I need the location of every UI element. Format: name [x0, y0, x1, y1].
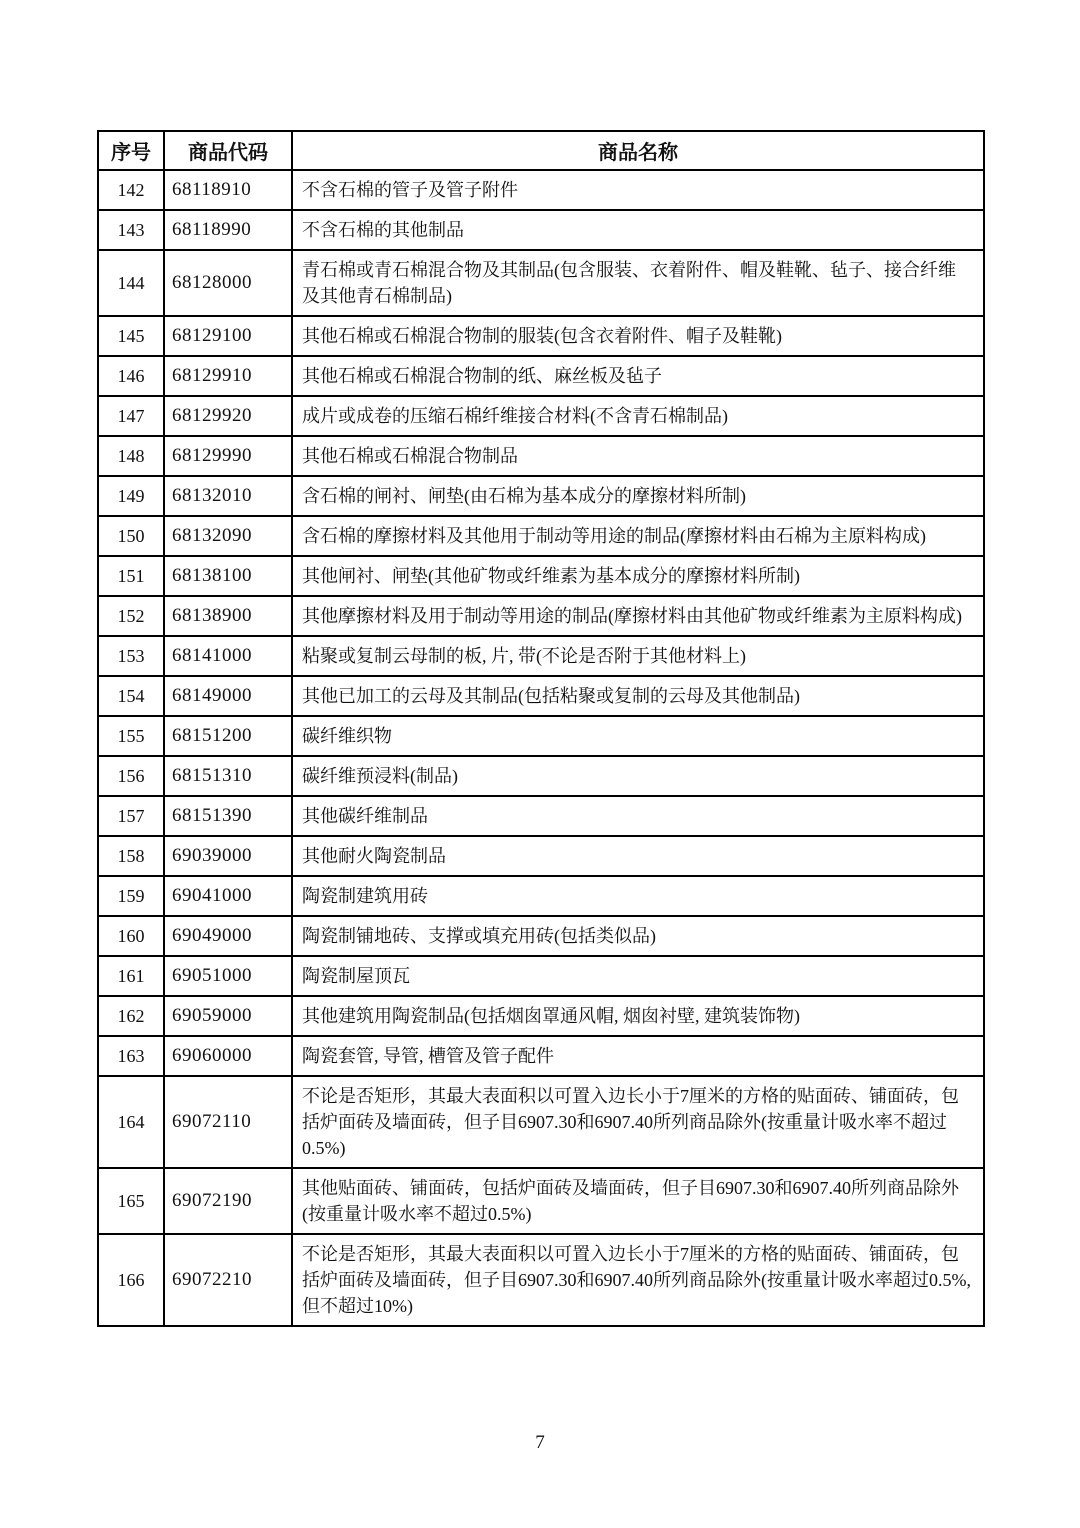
seq-cell: 155	[98, 716, 164, 756]
name-cell: 其他碳纤维制品	[292, 796, 984, 836]
table-row	[98, 716, 984, 756]
table-row	[98, 916, 984, 956]
seq-cell: 151	[98, 556, 164, 596]
seq-cell: 161	[98, 956, 164, 996]
code-cell: 69059000	[164, 996, 292, 1036]
name-cell: 其他贴面砖、铺面砖，包括炉面砖及墙面砖，但子目6907.30和6907.40所列商品除外(按重量计吸水率不超过0.5%)	[292, 1168, 984, 1234]
table-row	[98, 596, 984, 636]
header-seq: 序号	[98, 131, 164, 170]
name-cell: 不论是否矩形，其最大表面积以可置入边长小于7厘米的方格的贴面砖、铺面砖，包括炉面砖及墙面砖，但子目6907.30和6907.40所列商品除外(按重量计吸水率不超过0.5%)	[292, 1076, 984, 1168]
commodity-table	[97, 130, 985, 1327]
code-cell: 68128000	[164, 250, 292, 316]
seq-cell: 156	[98, 756, 164, 796]
table-row	[98, 1234, 984, 1326]
table-row	[98, 210, 984, 250]
code-cell: 69039000	[164, 836, 292, 876]
seq-cell: 149	[98, 476, 164, 516]
seq-cell: 148	[98, 436, 164, 476]
seq-cell: 153	[98, 636, 164, 676]
table-row	[98, 170, 984, 210]
table-row	[98, 476, 984, 516]
name-cell: 其他闸衬、闸垫(其他矿物或纤维素为基本成分的摩擦材料所制)	[292, 556, 984, 596]
table-row	[98, 1036, 984, 1076]
name-cell: 陶瓷制屋顶瓦	[292, 956, 984, 996]
table-row	[98, 356, 984, 396]
seq-cell: 142	[98, 170, 164, 210]
seq-cell: 157	[98, 796, 164, 836]
header-name: 商品名称	[292, 131, 984, 170]
name-cell: 其他石棉或石棉混合物制品	[292, 436, 984, 476]
code-cell: 68141000	[164, 636, 292, 676]
name-cell: 陶瓷套管, 导管, 槽管及管子配件	[292, 1036, 984, 1076]
seq-cell: 159	[98, 876, 164, 916]
seq-cell: 163	[98, 1036, 164, 1076]
code-cell: 68118990	[164, 210, 292, 250]
seq-cell: 166	[98, 1234, 164, 1326]
table-row	[98, 836, 984, 876]
code-cell: 69060000	[164, 1036, 292, 1076]
name-cell: 其他建筑用陶瓷制品(包括烟囱罩通风帽, 烟囱衬壁, 建筑装饰物)	[292, 996, 984, 1036]
seq-cell: 145	[98, 316, 164, 356]
code-cell: 68151200	[164, 716, 292, 756]
table-row	[98, 796, 984, 836]
code-cell: 68151390	[164, 796, 292, 836]
code-cell: 68118910	[164, 170, 292, 210]
name-cell: 其他摩擦材料及用于制动等用途的制品(摩擦材料由其他矿物或纤维素为主原料构成)	[292, 596, 984, 636]
seq-cell: 165	[98, 1168, 164, 1234]
code-cell: 68129910	[164, 356, 292, 396]
table-row	[98, 1076, 984, 1168]
code-cell: 68149000	[164, 676, 292, 716]
table-row	[98, 756, 984, 796]
seq-cell: 146	[98, 356, 164, 396]
table-row	[98, 636, 984, 676]
table-row	[98, 516, 984, 556]
table-row	[98, 316, 984, 356]
code-cell: 68138900	[164, 596, 292, 636]
name-cell: 不含石棉的管子及管子附件	[292, 170, 984, 210]
table-row	[98, 436, 984, 476]
code-cell: 68129990	[164, 436, 292, 476]
code-cell: 68129100	[164, 316, 292, 356]
table-row	[98, 556, 984, 596]
name-cell: 其他石棉或石棉混合物制的纸、麻丝板及毡子	[292, 356, 984, 396]
table-row	[98, 1168, 984, 1234]
seq-cell: 144	[98, 250, 164, 316]
code-cell: 69072110	[164, 1076, 292, 1168]
seq-cell: 162	[98, 996, 164, 1036]
name-cell: 碳纤维织物	[292, 716, 984, 756]
name-cell: 含石棉的闸衬、闸垫(由石棉为基本成分的摩擦材料所制)	[292, 476, 984, 516]
code-cell: 68151310	[164, 756, 292, 796]
table-row	[98, 876, 984, 916]
page-number: 7	[535, 1432, 545, 1453]
seq-cell: 143	[98, 210, 164, 250]
seq-cell: 160	[98, 916, 164, 956]
code-cell: 68129920	[164, 396, 292, 436]
name-cell: 碳纤维预浸料(制品)	[292, 756, 984, 796]
name-cell: 不含石棉的其他制品	[292, 210, 984, 250]
name-cell: 青石棉或青石棉混合物及其制品(包含服装、衣着附件、帽及鞋靴、毡子、接合纤维及其他青石棉制品)	[292, 250, 984, 316]
table-row	[98, 676, 984, 716]
seq-cell: 154	[98, 676, 164, 716]
table-row	[98, 996, 984, 1036]
code-cell: 69072210	[164, 1234, 292, 1326]
name-cell: 其他石棉或石棉混合物制的服装(包含衣着附件、帽子及鞋靴)	[292, 316, 984, 356]
seq-cell: 150	[98, 516, 164, 556]
seq-cell: 152	[98, 596, 164, 636]
name-cell: 含石棉的摩擦材料及其他用于制动等用途的制品(摩擦材料由石棉为主原料构成)	[292, 516, 984, 556]
table-header-row	[98, 131, 984, 170]
seq-cell: 158	[98, 836, 164, 876]
code-cell: 68132090	[164, 516, 292, 556]
name-cell: 陶瓷制铺地砖、支撑或填充用砖(包括类似品)	[292, 916, 984, 956]
name-cell: 其他耐火陶瓷制品	[292, 836, 984, 876]
table-row	[98, 250, 984, 316]
code-cell: 69049000	[164, 916, 292, 956]
name-cell: 粘聚或复制云母制的板, 片, 带(不论是否附于其他材料上)	[292, 636, 984, 676]
seq-cell: 164	[98, 1076, 164, 1168]
name-cell: 成片或成卷的压缩石棉纤维接合材料(不含青石棉制品)	[292, 396, 984, 436]
code-cell: 69041000	[164, 876, 292, 916]
name-cell: 不论是否矩形，其最大表面积以可置入边长小于7厘米的方格的贴面砖、铺面砖，包括炉面砖及墙面砖，但子目6907.30和6907.40所列商品除外(按重量计吸水率超过0.5%, 但不超过10%)	[292, 1234, 984, 1326]
header-code: 商品代码	[164, 131, 292, 170]
name-cell: 陶瓷制建筑用砖	[292, 876, 984, 916]
code-cell: 69072190	[164, 1168, 292, 1234]
table-row	[98, 956, 984, 996]
name-cell: 其他已加工的云母及其制品(包括粘聚或复制的云母及其他制品)	[292, 676, 984, 716]
table-row	[98, 396, 984, 436]
code-cell: 68132010	[164, 476, 292, 516]
code-cell: 69051000	[164, 956, 292, 996]
seq-cell: 147	[98, 396, 164, 436]
code-cell: 68138100	[164, 556, 292, 596]
